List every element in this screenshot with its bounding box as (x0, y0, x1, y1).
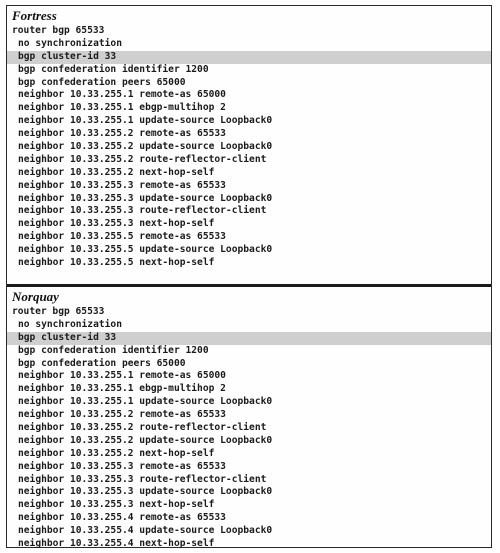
config-line: neighbor 10.33.255.2 remote-as 65533 (18, 128, 226, 140)
config-line: neighbor 10.33.255.3 update-source Loopback0 (18, 192, 273, 204)
config-line: neighbor 10.33.255.5 remote-as 65533 (18, 231, 226, 243)
config-line: neighbor 10.33.255.2 update-source Loopback0 (18, 434, 273, 446)
config-line: router bgp 65533 (12, 25, 105, 36)
config-line: neighbor 10.33.255.2 next-hop-self (18, 166, 215, 178)
config-line: neighbor 10.33.255.2 remote-as 65533 (18, 409, 226, 421)
config-line: neighbor 10.33.255.5 update-source Loopback0 (18, 244, 273, 256)
config-line: neighbor 10.33.255.4 remote-as 65533 (18, 512, 226, 524)
config-line: neighbor 10.33.255.1 remote-as 65000 (18, 89, 226, 101)
config-line: neighbor 10.33.255.2 next-hop-self (18, 447, 215, 459)
config-line: neighbor 10.33.255.4 update-source Loopback0 (18, 525, 273, 537)
config-line: bgp confederation identifier 1200 (18, 344, 209, 356)
config-line: neighbor 10.33.255.3 next-hop-self (18, 218, 215, 230)
config-line: bgp confederation identifier 1200 (18, 63, 209, 75)
config-table (6, 5, 492, 548)
config-line: neighbor 10.33.255.3 route-reflector-client (18, 473, 267, 485)
config-line: router bgp 65533 (12, 306, 105, 317)
config-line: neighbor 10.33.255.1 update-source Loopback0 (18, 115, 273, 127)
config-line: neighbor 10.33.255.5 next-hop-self (18, 257, 215, 269)
config-line: neighbor 10.33.255.4 next-hop-self (18, 538, 215, 550)
config-line: no synchronization (18, 318, 122, 330)
config-listing (7, 25, 491, 270)
config-line: neighbor 10.33.255.2 update-source Loopback0 (18, 141, 273, 153)
config-line: neighbor 10.33.255.2 route-reflector-client (18, 153, 267, 165)
config-line-highlighted: bgp cluster-id 33 (7, 51, 491, 64)
config-line: neighbor 10.33.255.1 remote-as 65000 (18, 370, 226, 382)
config-line: neighbor 10.33.255.3 route-reflector-client (18, 205, 267, 217)
config-line: neighbor 10.33.255.1 ebgp-multihop 2 (18, 383, 226, 395)
router-name: Norquay (12, 289, 59, 304)
config-line: neighbor 10.33.255.3 next-hop-self (18, 499, 215, 511)
config-line: no synchronization (18, 37, 122, 49)
config-line: neighbor 10.33.255.1 update-source Loopback0 (18, 396, 273, 408)
config-listing (7, 306, 491, 551)
config-line: neighbor 10.33.255.3 remote-as 65533 (18, 460, 226, 472)
config-line: bgp confederation peers 65000 (18, 357, 186, 369)
router-name: Fortress (12, 8, 57, 23)
config-line: bgp confederation peers 65000 (18, 76, 186, 88)
config-line: neighbor 10.33.255.3 remote-as 65533 (18, 179, 226, 191)
config-line: neighbor 10.33.255.2 route-reflector-client (18, 422, 267, 434)
config-line: neighbor 10.33.255.3 update-source Loopback0 (18, 486, 273, 498)
config-line-highlighted: bgp cluster-id 33 (7, 332, 491, 345)
config-line: neighbor 10.33.255.1 ebgp-multihop 2 (18, 102, 226, 114)
section-divider (7, 284, 491, 287)
